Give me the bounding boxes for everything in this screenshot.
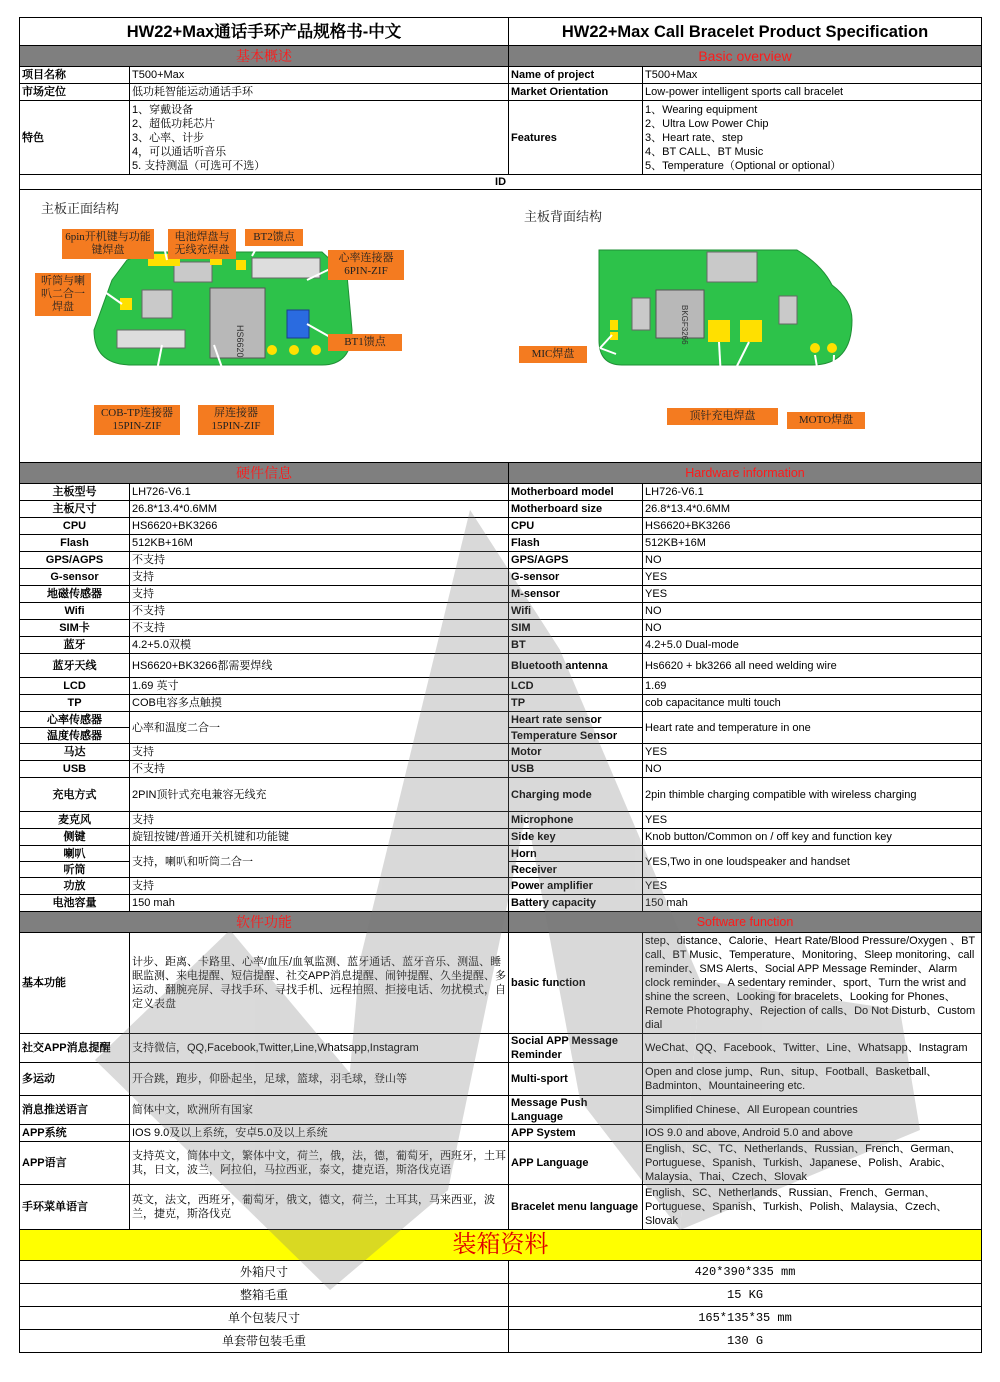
spec-row xyxy=(20,812,982,829)
row-label-en: G-sensor xyxy=(509,569,643,586)
section-software xyxy=(20,912,982,933)
row-value-en: YES,Two in one loudspeaker and handset xyxy=(643,846,982,878)
back-ic xyxy=(779,296,797,324)
feature-item: 1、Wearing equipment xyxy=(645,103,758,116)
row-label-en: Motherboard model xyxy=(509,484,643,501)
callout-battery: 电池焊盘与无线充焊盘 xyxy=(168,229,236,259)
feature-item: 3、心率、计步 xyxy=(132,131,205,144)
row-value-cn: 150 mah xyxy=(130,895,509,912)
row-value-cn: 不支持 xyxy=(130,603,509,620)
row-label-cn: 蓝牙 xyxy=(20,637,130,654)
row-value-en: English、SC、Netherlands、Russian、French、German、Portuguese、Spanish、Turkish、Polish、Malaysia、Czech、Slovak xyxy=(643,1185,982,1230)
front-connector xyxy=(117,330,185,348)
packing-rows xyxy=(20,1261,982,1353)
row-value-cn: 支持 xyxy=(130,878,509,895)
feature-item: 4、BT CALL、BT Music xyxy=(645,145,764,158)
row-value-cn: 支持 xyxy=(130,744,509,761)
row-label-en: Temperature Sensor xyxy=(509,728,643,744)
row-value-en: Open and close jump、Run、situp、Football、Basketball、Badminton、Mountaineering etc. xyxy=(643,1063,982,1096)
row-label-cn: 心率传感器 xyxy=(20,712,130,728)
spec-row xyxy=(20,484,982,501)
front-chip-label: HS6620 xyxy=(235,325,245,358)
row-value-en: Heart rate and temperature in one xyxy=(643,712,982,744)
section-header-en: Software function xyxy=(509,912,982,933)
spec-row xyxy=(20,678,982,695)
packing-row xyxy=(20,1261,982,1284)
spec-row xyxy=(20,829,982,846)
row-value-cn: 4.2+5.0双模 xyxy=(130,637,509,654)
row-label-en: TP xyxy=(509,695,643,712)
row-value-cn: 支持英文，简体中文，繁体中文，荷兰，俄，法，德，葡萄牙，西班牙，土耳其，日文，波兰，阿拉伯，马拉西亚，泰文，捷克语，斯洛伐克语 xyxy=(130,1142,509,1185)
spec-row xyxy=(20,654,982,678)
section-header-cn: 软件功能 xyxy=(20,912,509,933)
feature-item: 4，可以通话听音乐 xyxy=(132,145,227,158)
software-row xyxy=(20,1096,982,1125)
front-pad xyxy=(267,345,277,355)
software-row xyxy=(20,1125,982,1142)
row-label-cn: TP xyxy=(20,695,130,712)
row-value-en: YES xyxy=(643,812,982,829)
packing-header-row xyxy=(20,1230,982,1261)
row-label-cn: APP语言 xyxy=(20,1142,130,1185)
row-value-en: Hs6620 + bk3266 all need welding wire xyxy=(643,654,982,678)
back-thimble-pad xyxy=(740,320,762,342)
section-header-en: Basic overview xyxy=(509,46,982,67)
spec-row xyxy=(20,552,982,569)
row-value-en: 512KB+16M xyxy=(643,535,982,552)
software-row xyxy=(20,1063,982,1096)
row-label-en: Social APP Message Reminder xyxy=(509,1034,643,1063)
row-label-cn: 充电方式 xyxy=(20,778,130,812)
row-label-cn: APP系统 xyxy=(20,1125,130,1142)
row-label-en: Message Push Language xyxy=(509,1096,643,1125)
spec-row xyxy=(20,778,982,812)
boards-panel xyxy=(20,190,982,463)
feature-item: 5、Temperature（Optional or optional） xyxy=(645,159,842,172)
callout-moto: MOTO焊盘 xyxy=(787,412,865,429)
row-value-cn: 旋钮按键/普通开关机键和功能键 xyxy=(130,829,509,846)
feature-item: 5. 支持测温（可选可不选） xyxy=(132,159,266,172)
spec-row xyxy=(20,518,982,535)
row-value-en: NO xyxy=(643,552,982,569)
row-label-en: Microphone xyxy=(509,812,643,829)
row-label-cn: 温度传感器 xyxy=(20,728,130,744)
row-value-cn: COB电容多点触摸 xyxy=(130,695,509,712)
back-moto-pad xyxy=(827,343,837,353)
row-label-cn: 喇叭 xyxy=(20,846,130,862)
row-label-cn: 手环菜单语言 xyxy=(20,1185,130,1230)
row-label-cn: 功放 xyxy=(20,878,130,895)
row-value-en: 4.2+5.0 Dual-mode xyxy=(643,637,982,654)
row-label-cn: 市场定位 xyxy=(20,84,130,101)
back-chip xyxy=(656,290,704,338)
row-label-cn: 基本功能 xyxy=(20,933,130,1034)
row-label-en: BT xyxy=(509,637,643,654)
row-label-cn: 麦克风 xyxy=(20,812,130,829)
front-bluepad xyxy=(287,310,309,338)
packing-value: 165*135*35 mm xyxy=(509,1307,982,1330)
row-value-cn: 低功耗智能运动通话手环 xyxy=(130,84,509,101)
software-row xyxy=(20,1034,982,1063)
callout-mic: MIC焊盘 xyxy=(519,346,587,363)
row-label-en: Market Orientation xyxy=(509,84,643,101)
row-label-en: Name of project xyxy=(509,67,643,84)
feature-item: 2、超低功耗芯片 xyxy=(132,117,216,130)
row-label-en: GPS/AGPS xyxy=(509,552,643,569)
row-label-en: USB xyxy=(509,761,643,778)
spec-table xyxy=(19,17,982,1353)
row-value-cn: 不支持 xyxy=(130,620,509,637)
row-label-en: Receiver xyxy=(509,862,643,878)
software-rows xyxy=(20,933,982,1230)
packing-label: 单套带包装毛重 xyxy=(20,1330,509,1353)
row-value-cn: 心率和温度二合一 xyxy=(130,712,509,744)
title-row xyxy=(20,18,982,46)
row-label-en: Horn xyxy=(509,846,643,862)
back-thimble-pad xyxy=(708,320,730,342)
row-label-cn: 地磁传感器 xyxy=(20,586,130,603)
row-value-cn: 支持微信，QQ,Facebook,Twitter,Line,Whatsapp,Instagram xyxy=(130,1034,509,1063)
row-label-en: M-sensor xyxy=(509,586,643,603)
row-label-en: basic function xyxy=(509,933,643,1034)
back-ic xyxy=(632,298,650,330)
spec-row xyxy=(20,620,982,637)
features-label-cn: 特色 xyxy=(20,101,130,175)
row-value-en: IOS 9.0 and above, Android 5.0 and above xyxy=(643,1125,982,1142)
row-value-en: NO xyxy=(643,620,982,637)
back-chip-label: BKGF3266 xyxy=(680,305,689,345)
row-label-en: Bluetooth antenna xyxy=(509,654,643,678)
packing-value: 420*390*335 mm xyxy=(509,1261,982,1284)
section-overview xyxy=(20,46,982,67)
row-label-cn: 项目名称 xyxy=(20,67,130,84)
row-value-en: 2pin thimble charging compatible with wireless charging xyxy=(643,778,982,812)
row-value-en: YES xyxy=(643,878,982,895)
row-value-cn: HS6620+BK3266 xyxy=(130,518,509,535)
callout-speaker: 听筒与喇叭二合一焊盘 xyxy=(35,273,91,316)
callout-hr-connector: 心率连接器 6PIN-ZIF xyxy=(328,250,404,280)
row-label-en: Flash xyxy=(509,535,643,552)
row-value-en: step、distance、Calorie、Heart Rate/Blood Pressure/Oxygen 、BT call、BT Music、Temperature、Monitoring、Sleep monitoring、call reminder、SMS Alerts、Social APP Message Reminder、Alarm clock reminder、A sedentary reminder、sport、Turn the wrist and shine the screen、Looking for bracelets、Looking for Phones、Remote Photography、Rejection of calls、Do Not Disturb、Custom dial xyxy=(643,933,982,1034)
row-value-cn: 不支持 xyxy=(130,761,509,778)
packing-label: 外箱尺寸 xyxy=(20,1261,509,1284)
front-pad xyxy=(236,260,246,270)
packing-label: 单个包装尺寸 xyxy=(20,1307,509,1330)
packing-header: 装箱资料 xyxy=(20,1230,982,1261)
back-moto-pad xyxy=(810,343,820,353)
row-label-cn: 电池容量 xyxy=(20,895,130,912)
row-value-cn: 英文，法文，西班牙，葡萄牙，俄文，德文，荷兰，土耳其，马来西亚，波兰，捷克，斯洛伐克 xyxy=(130,1185,509,1230)
packing-label: 整箱毛重 xyxy=(20,1284,509,1307)
row-label-cn: 社交APP消息提醒 xyxy=(20,1034,130,1063)
spec-row xyxy=(20,535,982,552)
row-label-en: Heart rate sensor xyxy=(509,712,643,728)
row-value-en: English、SC、TC、Netherlands、Russian、French、German、Portuguese、Spanish、Turkish、Japanese、Polish、Arabic、Malaysia、Thai、Czech、Slovak xyxy=(643,1142,982,1185)
row-value-cn: 支持 xyxy=(130,812,509,829)
software-row xyxy=(20,1142,982,1185)
row-value-cn: 支持 xyxy=(130,586,509,603)
software-row xyxy=(20,933,982,1034)
row-value-cn: T500+Max xyxy=(130,67,509,84)
id-label: ID xyxy=(20,175,982,190)
row-value-cn: 2PIN顶针式充电兼容无线充 xyxy=(130,778,509,812)
packing-value: 15 KG xyxy=(509,1284,982,1307)
row-value-en: LH726-V6.1 xyxy=(643,484,982,501)
section-header-cn: 硬件信息 xyxy=(20,463,509,484)
row-label-en: LCD xyxy=(509,678,643,695)
row-label-cn: CPU xyxy=(20,518,130,535)
row-label-en: Bracelet menu language xyxy=(509,1185,643,1230)
feature-item: 3、Heart rate、step xyxy=(645,131,743,144)
features-list-cn xyxy=(130,101,509,175)
feature-item: 1、穿戴设备 xyxy=(132,103,194,116)
hardware-rows xyxy=(20,484,982,912)
row-label-en: Power amplifier xyxy=(509,878,643,895)
row-value-en: HS6620+BK3266 xyxy=(643,518,982,535)
row-value-cn: 简体中文，欧洲所有国家 xyxy=(130,1096,509,1125)
spec-row xyxy=(20,695,982,712)
row-value-en: Knob button/Common on / off key and function key xyxy=(643,829,982,846)
row-value-en: cob capacitance multi touch xyxy=(643,695,982,712)
spec-sheet xyxy=(19,17,981,1353)
row-label-cn: 主板尺寸 xyxy=(20,501,130,518)
spec-row xyxy=(20,761,982,778)
packing-row xyxy=(20,1307,982,1330)
callout-thimble: 顶针充电焊盘 xyxy=(667,408,778,425)
section-hardware xyxy=(20,463,982,484)
row-label-en: CPU xyxy=(509,518,643,535)
row-label-cn: 马达 xyxy=(20,744,130,761)
spec-row xyxy=(20,569,982,586)
spec-row xyxy=(20,67,982,84)
feature-item: 2、Ultra Low Power Chip xyxy=(645,117,769,130)
row-value-cn: LH726-V6.1 xyxy=(130,484,509,501)
row-label-cn: 消息推送语言 xyxy=(20,1096,130,1125)
row-label-en: Motor xyxy=(509,744,643,761)
horn-row xyxy=(20,846,982,862)
callout-cobtp: COB-TP连接器 15PIN-ZIF xyxy=(94,405,180,435)
row-label-cn: LCD xyxy=(20,678,130,695)
spec-row xyxy=(20,501,982,518)
row-label-cn: 侧键 xyxy=(20,829,130,846)
row-label-en: SIM xyxy=(509,620,643,637)
title-cn: HW22+Max通话手环产品规格书-中文 xyxy=(20,18,509,46)
row-value-cn: 计步、距离、卡路里、心率/血压/血氧监测、蓝牙通话、蓝牙音乐、测温、睡眠监测、来电提醒、短信提醒、社交APP消息提醒、闹钟提醒、久坐提醒、多运动、翻腕亮屏、寻找手环、寻找手机、远程拍照、拒接电话、勿扰模式，自定义表盘 xyxy=(130,933,509,1034)
front-pad xyxy=(289,345,299,355)
spec-row xyxy=(20,586,982,603)
row-value-en: YES xyxy=(643,569,982,586)
row-value-en: 150 mah xyxy=(643,895,982,912)
row-value-cn: IOS 9.0及以上系统，安卓5.0及以上系统 xyxy=(130,1125,509,1142)
packing-value: 130 G xyxy=(509,1330,982,1353)
features-list-en xyxy=(643,101,982,175)
callout-6pin: 6pin开机键与功能键焊盘 xyxy=(62,229,154,259)
features-label-en: Features xyxy=(509,101,643,175)
row-value-en: 1.69 xyxy=(643,678,982,695)
spec-row xyxy=(20,84,982,101)
row-label-en: Battery capacity xyxy=(509,895,643,912)
sensor-row xyxy=(20,712,982,728)
row-value-en: 26.8*13.4*0.6MM xyxy=(643,501,982,518)
row-label-en: Wifi xyxy=(509,603,643,620)
spec-row xyxy=(20,878,982,895)
row-label-en: Motherboard size xyxy=(509,501,643,518)
callout-screen: 屏连接器 15PIN-ZIF xyxy=(198,405,274,435)
front-ic xyxy=(142,290,172,318)
packing-row xyxy=(20,1284,982,1307)
callout-bt2: BT2馈点 xyxy=(245,229,303,246)
row-label-en: Charging mode xyxy=(509,778,643,812)
row-label-cn: GPS/AGPS xyxy=(20,552,130,569)
row-value-en: Simplified Chinese、All European countries xyxy=(643,1096,982,1125)
row-value-en: WeChat、QQ、Facebook、Twitter、Line、Whatsapp、Instagram xyxy=(643,1034,982,1063)
spec-row xyxy=(20,744,982,761)
row-label-cn: 听筒 xyxy=(20,862,130,878)
row-label-en: APP System xyxy=(509,1125,643,1142)
row-value-cn: 512KB+16M xyxy=(130,535,509,552)
front-pad xyxy=(311,345,321,355)
row-value-cn: 开合跳，跑步，仰卧起坐，足球，篮球，羽毛球，登山等 xyxy=(130,1063,509,1096)
boards-row xyxy=(20,190,982,463)
row-value-en: NO xyxy=(643,761,982,778)
row-label-cn: USB xyxy=(20,761,130,778)
row-label-cn: 蓝牙天线 xyxy=(20,654,130,678)
row-label-cn: SIM卡 xyxy=(20,620,130,637)
id-row xyxy=(20,175,982,190)
row-value-cn: HS6620+BK3266都需要焊线 xyxy=(130,654,509,678)
front-board-title: 主板正面结构 xyxy=(41,201,120,216)
back-mic-pad xyxy=(610,320,618,330)
features-row xyxy=(20,101,982,175)
spec-row xyxy=(20,637,982,654)
row-value-en: Low-power intelligent sports call bracelet xyxy=(643,84,982,101)
back-ic xyxy=(707,252,757,282)
row-label-cn: G-sensor xyxy=(20,569,130,586)
row-label-en: Multi-sport xyxy=(509,1063,643,1096)
row-value-cn: 支持，喇叭和听筒二合一 xyxy=(130,846,509,878)
row-label-en: APP Language xyxy=(509,1142,643,1185)
spec-row xyxy=(20,603,982,620)
row-value-cn: 26.8*13.4*0.6MM xyxy=(130,501,509,518)
spec-row xyxy=(20,895,982,912)
back-board-title: 主板背面结构 xyxy=(524,209,603,224)
row-label-cn: 多运动 xyxy=(20,1063,130,1096)
row-label-cn: 主板型号 xyxy=(20,484,130,501)
packing-row xyxy=(20,1330,982,1353)
row-label-en: Side key xyxy=(509,829,643,846)
row-value-cn: 支持 xyxy=(130,569,509,586)
row-value-cn: 不支持 xyxy=(130,552,509,569)
row-value-cn: 1.69 英寸 xyxy=(130,678,509,695)
callout-bt1: BT1馈点 xyxy=(328,334,402,351)
software-row xyxy=(20,1185,982,1230)
front-connector xyxy=(252,258,320,278)
row-value-en: YES xyxy=(643,586,982,603)
row-value-en: YES xyxy=(643,744,982,761)
row-label-cn: Flash xyxy=(20,535,130,552)
row-value-en: T500+Max xyxy=(643,67,982,84)
row-value-en: NO xyxy=(643,603,982,620)
section-header-en: Hardware information xyxy=(509,463,982,484)
row-label-cn: Wifi xyxy=(20,603,130,620)
title-en: HW22+Max Call Bracelet Product Specification xyxy=(509,18,982,46)
section-header-cn: 基本概述 xyxy=(20,46,509,67)
